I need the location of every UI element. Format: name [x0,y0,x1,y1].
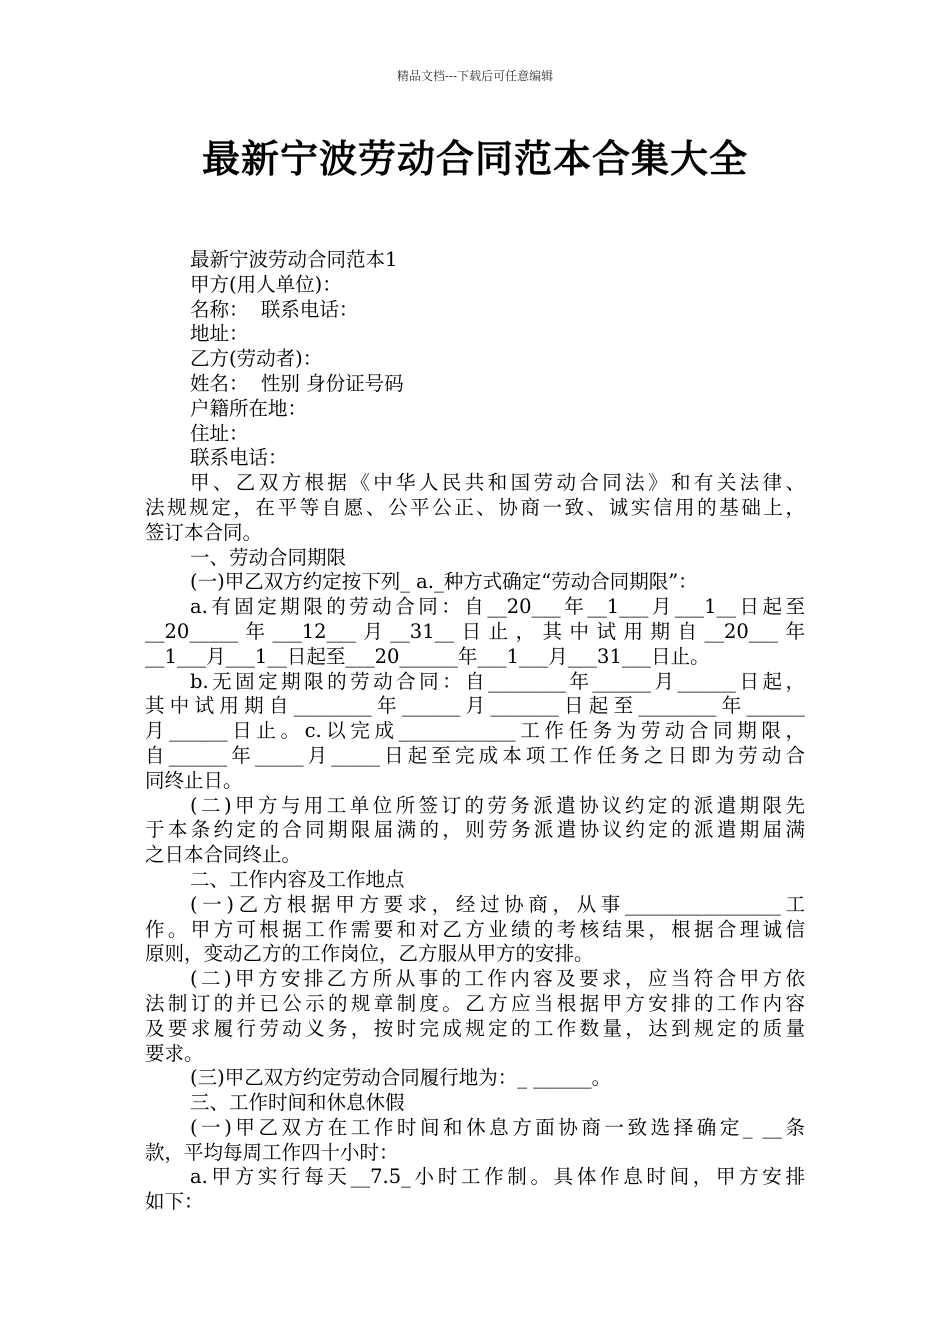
body-line: 一、劳动合同期限 [190,545,347,569]
body-line: 法规规定，在平等自愿、公平公正、协商一致、诚实信用的基础上， [145,495,805,519]
body-line: 名称： 联系电话： [190,297,359,321]
body-line: 及要求履行劳动义务，按时完成规定的工作数量，达到规定的质量 [145,1016,805,1040]
body-line: 同终止日。 [145,768,243,792]
body-line: 款，平均每周工作四十小时： [145,1140,399,1164]
body-line: 之日本合同终止。 [145,843,302,867]
body-line: a.甲方实行每天__7.5_小时工作制。具体作息时间，甲方安排 [190,1165,805,1189]
body-line: 要求。 [145,1041,204,1065]
document-body [145,248,805,1215]
body-line: 如下： [145,1190,204,1214]
body-line: 自______年_____月_____日起至完成本项工作任务之日即为劳动合 [145,743,805,767]
body-line: 签订本合同。 [145,520,263,544]
body-line: (三)甲乙双方约定劳动合同履行地为：_ ______。 [190,1066,612,1090]
body-line: b.无固定期限的劳动合同：自________年______月______日起， [190,669,805,693]
body-line: 甲方(用人单位)： [190,272,342,296]
body-line: 月______日止。c.以完成____________工作任务为劳动合同期限， [145,719,805,743]
document-title: 最新宁波劳动合同范本合集大全 [201,137,748,181]
body-line: 原则，变动乙方的工作岗位，乙方服从甲方的安排。 [145,942,594,966]
body-line: (一)乙方根据甲方要求，经过协商，从事________________工 [190,892,805,916]
body-line: 户籍所在地： [190,396,308,420]
body-line: __1___月___1__日起至___20______年___1___月___31___日止。 [145,644,710,668]
body-line: 住址： [190,421,249,445]
body-line: 联系电话： [190,446,288,470]
body-line: (二)甲方安排乙方所从事的工作内容及要求，应当符合甲方依 [190,967,805,991]
body-line: (二)甲方与用工单位所签订的劳务派遣协议约定的派遣期限先 [190,793,805,817]
body-line: 乙方(劳动者)： [190,347,323,371]
body-line: 三、工作时间和休息休假 [190,1091,405,1115]
body-line: 作。甲方可根据工作需要和对乙方业绩的考核结果，根据合理诚信 [145,917,805,941]
body-line: 其中试用期自________年______月_______日起至________年______ [145,694,805,718]
body-line: 甲、乙双方根据《中华人民共和国劳动合同法》和有关法律、 [190,471,805,495]
body-line: 地址： [190,322,249,346]
body-line: (一)甲乙双方在工作时间和休息方面协商一致选择确定_ __条 [190,1115,805,1139]
body-line: 二、工作内容及工作地点 [190,867,405,891]
page-header-note: 精品文档---下载后可任意编辑 [396,69,554,83]
body-line: (一)甲乙双方约定按下列_ a._种方式确定“劳动合同期限”： [190,570,698,594]
body-line: a.有固定期限的劳动合同：自__20___年__1___月___1__日起至 [190,595,805,619]
body-line: 最新宁波劳动合同范本1 [190,248,398,271]
body-line: 于本条约定的合同期限届满的，则劳务派遣协议约定的派遣期届满 [145,818,805,842]
body-line: 法制订的并已公示的规章制度。乙方应当根据甲方安排的工作内容 [145,991,805,1015]
body-line: __20_____年___12___月__31__日止，其中试用期自__20___年 [145,619,805,643]
body-line: 姓名： 性别 身份证号码 [190,371,404,395]
